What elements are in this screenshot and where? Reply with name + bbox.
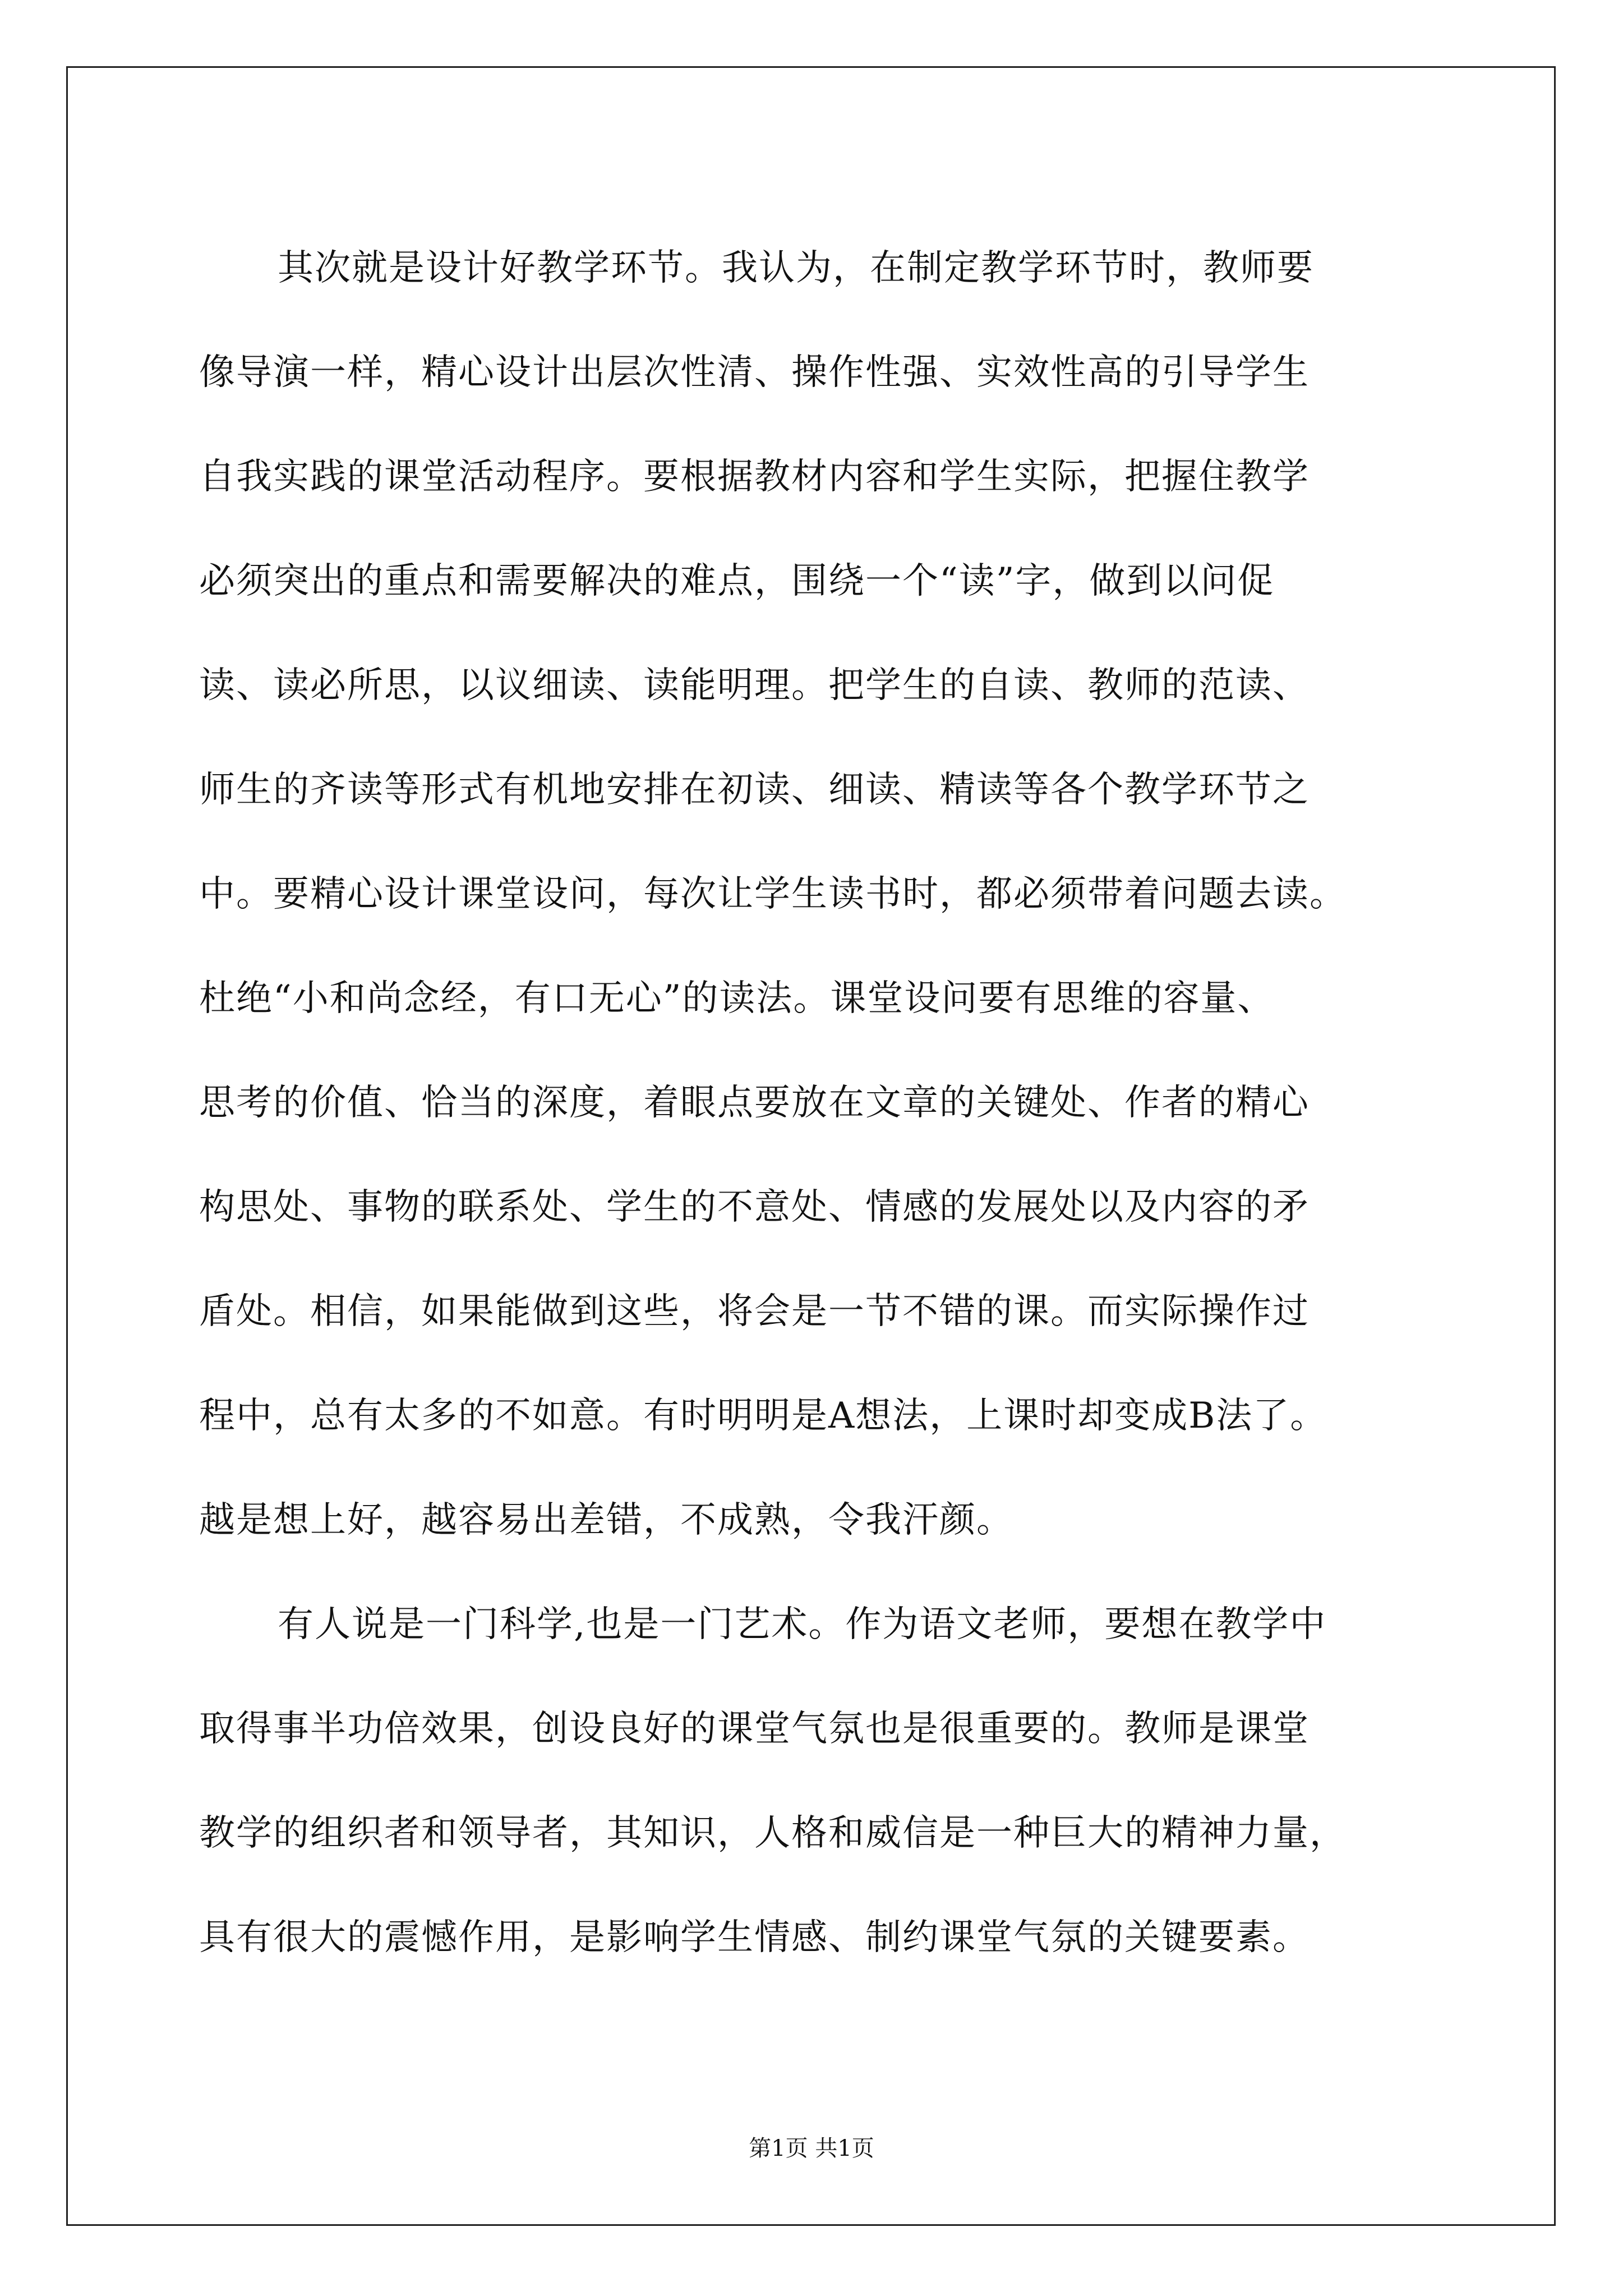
text-line: 读、读必所思，以议细读、读能明理。把学生的自读、教师的范读、 (199, 665, 1310, 706)
text-line: 具有很大的震憾作用，是影响学生情感、制约课堂气氛的关键要素。 (199, 1917, 1310, 1958)
text-line: 必须突出的重点和需要解决的难点，围绕一个“读”字，做到以问促 (199, 560, 1275, 602)
text-line: 杜绝“小和尚念经，有口无心”的读法。课堂设问要有思维的容量、 (199, 978, 1275, 1019)
paragraph-2 (199, 1572, 1427, 1990)
text-line: 取得事半功倍效果，创设良好的课堂气氛也是很重要的。教师是课堂 (199, 1708, 1310, 1750)
text-line: 自我实践的课堂活动程序。要根据教材内容和学生实际，把握住教学 (199, 456, 1310, 498)
page-number-footer: 第1页 共1页 (749, 2136, 874, 2161)
text-line: 盾处。相信，如果能做到这些，将会是一节不错的课。而实际操作过 (199, 1291, 1310, 1332)
text-line: 思考的价值、恰当的深度，着眼点要放在文章的关键处、作者的精心 (199, 1082, 1310, 1124)
paragraph-1 (199, 216, 1427, 1572)
text-line: 程中，总有太多的不如意。有时明明是A想法，上课时却变成B法了。 (199, 1395, 1327, 1437)
text-line: 师生的齐读等形式有机地安排在初读、细读、精读等各个教学环节之 (199, 769, 1310, 811)
text-line: 有人说是一门科学,也是一门艺术。作为语文老师，要想在教学中 (278, 1604, 1327, 1645)
text-line: 越是想上好，越容易出差错，不成熟，令我汗颜。 (199, 1499, 1013, 1541)
text-line: 像导演一样，精心设计出层次性清、操作性强、实效性高的引导学生 (199, 352, 1310, 393)
text-line: 中。要精心设计课堂设问，每次让学生读书时，都必须带着问题去读。 (199, 873, 1347, 915)
document-body (199, 216, 1427, 1990)
text-line: 构思处、事物的联系处、学生的不意处、情感的发展处以及内容的矛 (199, 1186, 1310, 1228)
text-line: 教学的组织者和领导者，其知识，人格和威信是一种巨大的精神力量， (199, 1812, 1347, 1854)
text-line: 其次就是设计好教学环节。我认为，在制定教学环节时，教师要 (278, 247, 1314, 289)
